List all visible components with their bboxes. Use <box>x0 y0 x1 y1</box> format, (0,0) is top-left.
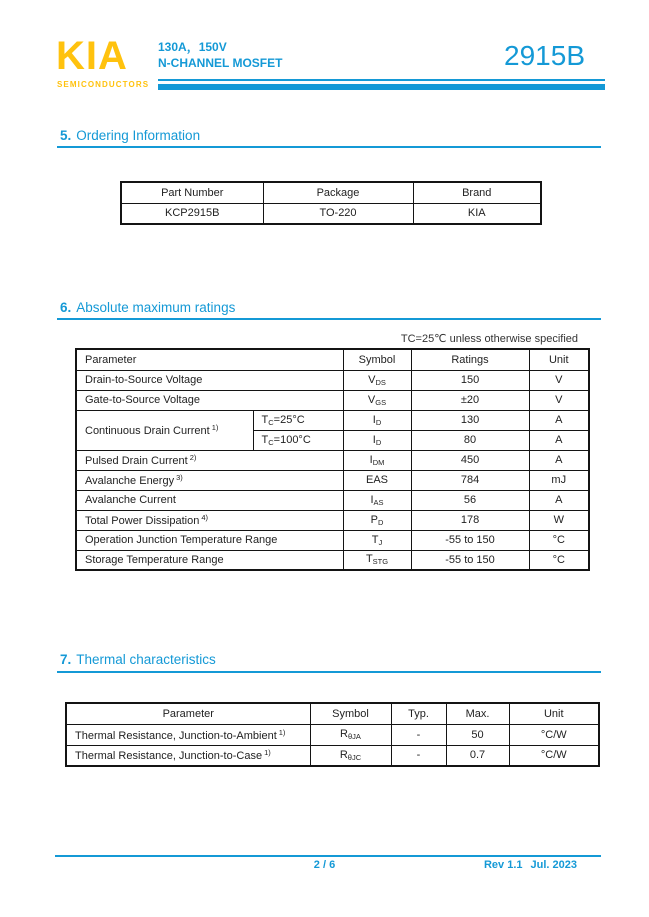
section-title: Thermal characteristics <box>76 652 216 667</box>
table-cell: $T_C=100^\circ C$ <box>253 430 343 450</box>
table-cell: -55 to 150 <box>411 530 529 550</box>
table-header-cell: Part Number <box>121 182 263 203</box>
section-number: 5. <box>60 128 72 143</box>
table-cell: Drain-to-Source Voltage <box>76 370 343 390</box>
page-indicator: 2 / 6 <box>313 859 336 871</box>
table-cell: °C <box>529 530 589 550</box>
table-cell: 50 <box>446 724 509 745</box>
table-cell: $I_D$ <box>343 410 411 430</box>
section-ratings-rule <box>57 318 601 320</box>
table-cell: A <box>529 430 589 450</box>
header-rule-thin <box>158 79 605 81</box>
table-header-cell: Max. <box>446 703 509 724</box>
table-row <box>66 745 599 766</box>
thermal-characteristics-table <box>65 702 600 767</box>
table-cell: Storage Temperature Range <box>76 550 343 570</box>
table-row <box>76 349 589 370</box>
table-cell: ±20 <box>411 390 529 410</box>
table-cell: mJ <box>529 470 589 490</box>
table-header-cell: Symbol <box>310 703 391 724</box>
table-cell: $R_{\theta JC}$ <box>310 745 391 766</box>
table-row <box>76 470 589 490</box>
table-cell: Pulsed Drain Current $^{2)}$ <box>76 450 343 470</box>
table-cell: $T_{STG}$ <box>343 550 411 570</box>
table-cell: 450 <box>411 450 529 470</box>
table-cell: A <box>529 410 589 430</box>
table-cell: - <box>391 745 446 766</box>
table-header-cell: Ratings <box>411 349 529 370</box>
table-row <box>76 450 589 470</box>
table-cell: $V_{DS}$ <box>343 370 411 390</box>
table-cell: 56 <box>411 490 529 510</box>
section-thermal-heading <box>60 652 216 667</box>
table-cell: $V_{GS}$ <box>343 390 411 410</box>
table-cell: EAS <box>343 470 411 490</box>
section-ordering-rule <box>57 146 601 148</box>
table-cell: Gate-to-Source Voltage <box>76 390 343 410</box>
table-cell: $I_{AS}$ <box>343 490 411 510</box>
table-row <box>66 724 599 745</box>
table-cell: V <box>529 390 589 410</box>
table-cell: Avalanche Energy $^{3)}$ <box>76 470 343 490</box>
revision-block <box>484 859 577 871</box>
section-ratings-heading <box>60 300 235 315</box>
table-row <box>76 370 589 390</box>
table-cell: $R_{\theta JA}$ <box>310 724 391 745</box>
section-ordering-heading <box>60 128 200 143</box>
device-type-line: N-CHANNEL MOSFET <box>158 56 283 70</box>
table-cell: - <box>391 724 446 745</box>
table-cell: 0.7 <box>446 745 509 766</box>
table-cell: Total Power Dissipation $^{4)}$ <box>76 510 343 530</box>
part-number-title: 2915B <box>504 40 585 71</box>
kia-logo-subtext: SEMICONDUCTORS <box>57 80 150 89</box>
table-header-cell: Parameter <box>66 703 310 724</box>
table-cell: A <box>529 490 589 510</box>
table-header-cell: Typ. <box>391 703 446 724</box>
test-condition-note: TC=25℃ unless otherwise specified <box>400 333 578 345</box>
table-cell: °C/W <box>509 745 599 766</box>
table-cell: V <box>529 370 589 390</box>
table-cell: °C/W <box>509 724 599 745</box>
absolute-maximum-ratings-table <box>75 348 590 571</box>
table-cell: TO-220 <box>263 203 413 224</box>
ordering-information-table <box>120 181 542 225</box>
table-header-cell: Symbol <box>343 349 411 370</box>
table-row <box>76 490 589 510</box>
section-number: 7. <box>60 652 72 667</box>
table-header-cell: Parameter <box>76 349 343 370</box>
table-header-cell: Brand <box>413 182 541 203</box>
footer-rule <box>55 855 601 857</box>
table-cell: 150 <box>411 370 529 390</box>
kia-logo: KIA <box>56 34 128 78</box>
table-cell: Thermal Resistance, Junction-to-Case $^{1)}$ <box>66 745 310 766</box>
table-cell: Thermal Resistance, Junction-to-Ambient $^{1)}$ <box>66 724 310 745</box>
table-header-cell: Package <box>263 182 413 203</box>
table-row <box>121 182 541 203</box>
table-row <box>121 203 541 224</box>
section-number: 6. <box>60 300 72 315</box>
table-cell: $I_D$ <box>343 430 411 450</box>
table-cell: A <box>529 450 589 470</box>
table-cell: Operation Junction Temperature Range <box>76 530 343 550</box>
table-cell: $T_C=25^\circ C$ <box>253 410 343 430</box>
table-row <box>66 703 599 724</box>
table-cell: 784 <box>411 470 529 490</box>
table-cell: $T_J$ <box>343 530 411 550</box>
table-cell: -55 to 150 <box>411 550 529 570</box>
table-cell: 80 <box>411 430 529 450</box>
table-cell: 130 <box>411 410 529 430</box>
table-row <box>76 410 589 430</box>
table-cell: $I_{DM}$ <box>343 450 411 470</box>
table-header-cell: Unit <box>509 703 599 724</box>
table-row <box>76 550 589 570</box>
table-cell: °C <box>529 550 589 570</box>
device-rating-line: 130A，150V <box>158 40 227 54</box>
header-rule-thick <box>158 84 605 90</box>
table-cell: $P_D$ <box>343 510 411 530</box>
table-cell: Continuous Drain Current $^{1)}$ <box>76 410 253 450</box>
table-cell: 178 <box>411 510 529 530</box>
table-row <box>76 530 589 550</box>
table-cell: KIA <box>413 203 541 224</box>
revision-date: Jul. 2023 <box>530 859 577 871</box>
table-row <box>76 390 589 410</box>
section-title: Absolute maximum ratings <box>76 300 236 315</box>
table-row <box>76 510 589 530</box>
table-cell: W <box>529 510 589 530</box>
revision-label: Rev 1.1 <box>483 859 523 871</box>
section-thermal-rule <box>57 671 601 673</box>
section-title: Ordering Information <box>76 128 201 143</box>
table-cell: Avalanche Current <box>76 490 343 510</box>
table-cell: KCP2915B <box>121 203 263 224</box>
table-header-cell: Unit <box>529 349 589 370</box>
